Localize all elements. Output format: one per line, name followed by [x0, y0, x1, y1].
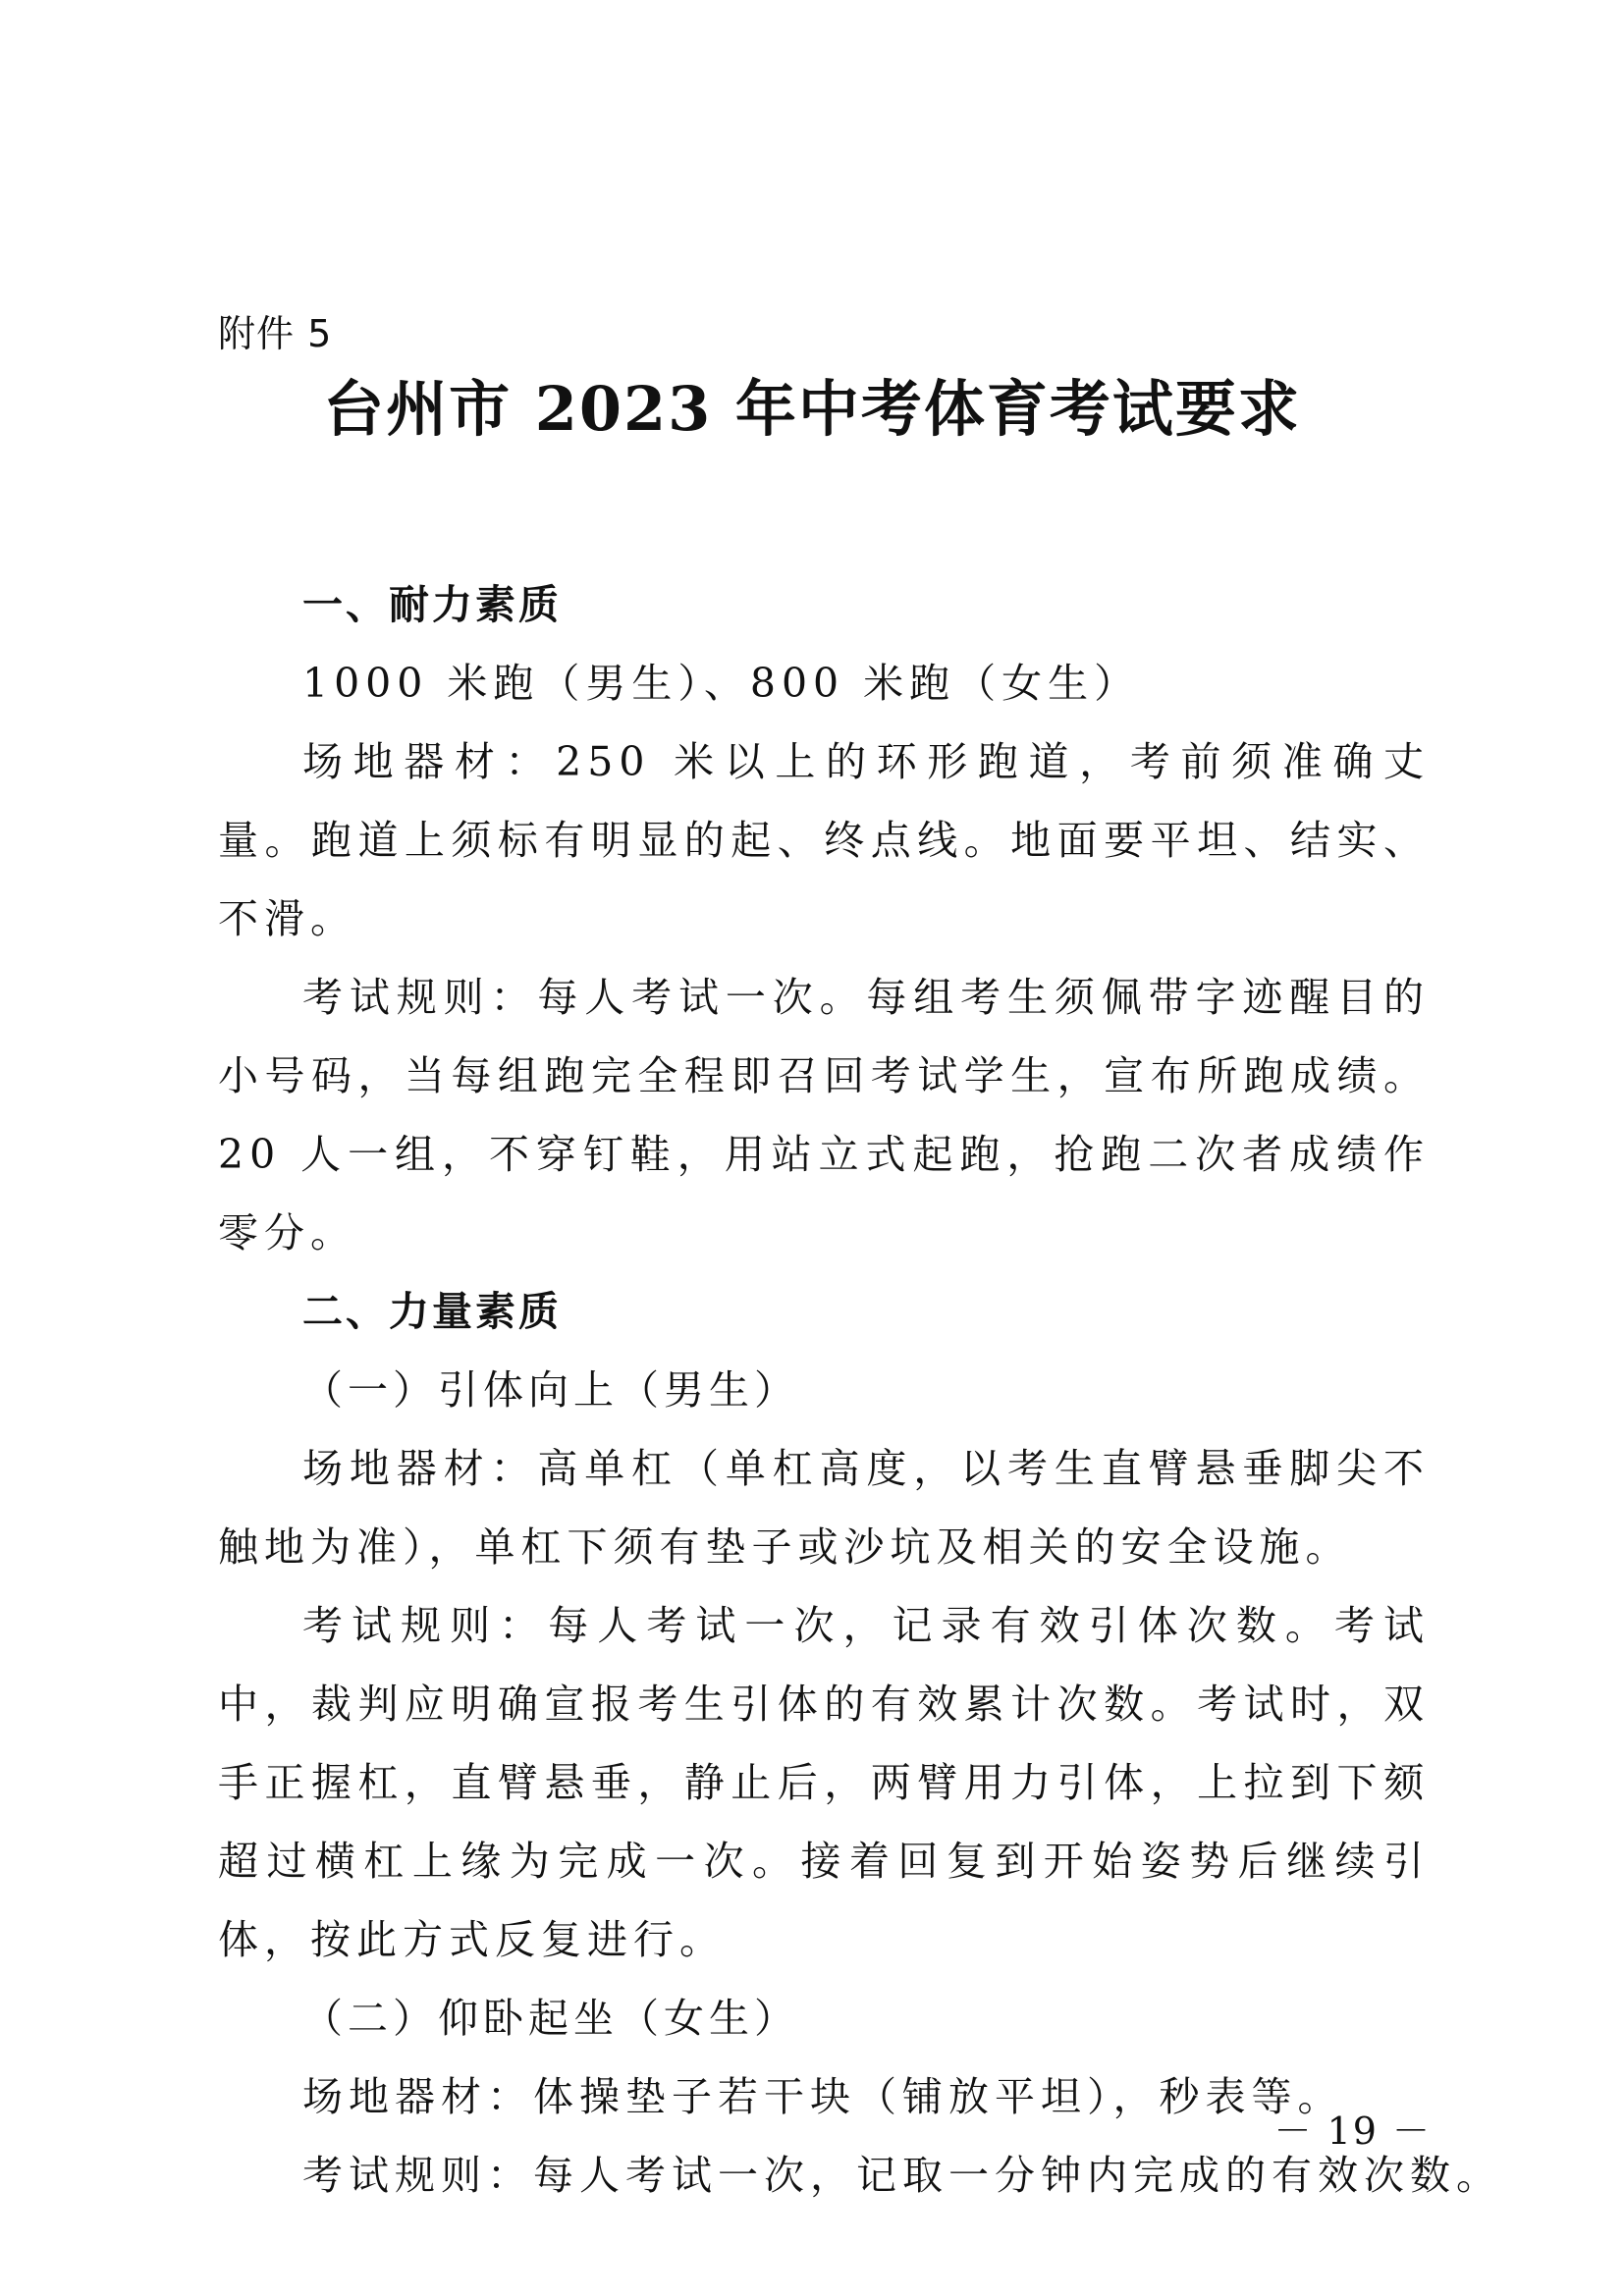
endurance-event-text: 1000 米跑（男生）、800 米跑（女生）	[302, 660, 1141, 707]
pullup-venue-text: 场地器材：高单杠（单杠高度，以考生直臂悬垂脚尖不触地为准），单杠下须有垫子或沙坑及相关的安全设施。	[218, 1445, 1430, 1571]
section-heading-strength: 二、力量素质	[302, 1288, 562, 1335]
situp-venue-text: 场地器材：体操垫子若干块（铺放平坦），秒表等。	[302, 2073, 1344, 2120]
section-heading-endurance: 一、耐力素质	[302, 581, 562, 628]
document-body	[218, 565, 1502, 2215]
subsection-heading-situp: （二）仰卧起坐（女生）	[302, 1995, 799, 2042]
attachment-label: 附件 5	[218, 312, 333, 355]
document-title: 台州市 2023 年中考体育考试要求	[323, 373, 1301, 445]
endurance-venue-text: 场地器材：250 米以上的环形跑道，考前须准确丈量。跑道上须标有明显的起、终点线。地面要平坦、结实、不滑。	[218, 738, 1430, 942]
pullup-rules-text: 考试规则：每人考试一次，记录有效引体次数。考试中，裁判应明确宣报考生引体的有效累计次数。考试时，双手正握杠，直臂悬垂，静止后，两臂用力引体，上拉到下颏超过横杠上缘为完成一次。接着回复到开始姿势后继续引体，按此方式反复进行。	[218, 1602, 1430, 1963]
situp-rules-text: 考试规则：每人考试一次，记取一分钟内完成的有效次数。	[302, 2152, 1502, 2199]
page-number: － 19 －	[1273, 2109, 1432, 2153]
endurance-rules-text: 考试规则：每人考试一次。每组考生须佩带字迹醒目的小号码，当每组跑完全程即召回考试学生，宣布所跑成绩。20 人一组，不穿钉鞋，用站立式起跑，抢跑二次者成绩作零分。	[218, 974, 1430, 1256]
subsection-heading-pullup: （一）引体向上（男生）	[302, 1366, 799, 1414]
